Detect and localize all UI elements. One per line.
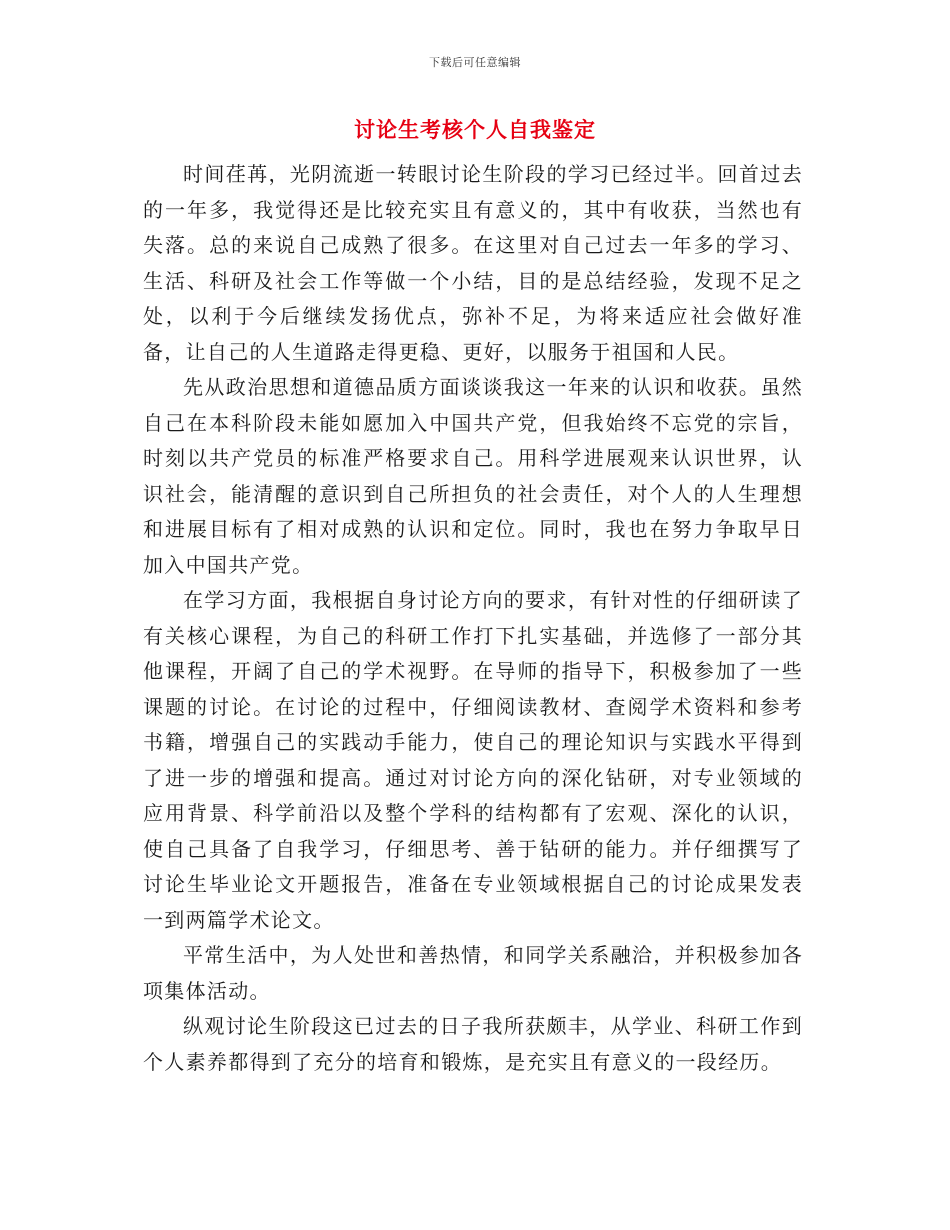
paragraph-conclusion: 纵观讨论生阶段这已过去的日子我所获颇丰，从学业、科研工作到个人素养都得到了充分的培育和锻炼，是充实且有意义的一段经历。 — [143, 1014, 803, 1074]
paragraph-life: 平常生活中，为人处世和善热情，和同学关系融洽，并积极参加各项集体活动。 — [143, 943, 803, 1003]
paragraph-study: 在学习方面，我根据自身讨论方向的要求，有针对性的仔细研读了有关核心课程，为自己的科研工作打下扎实基础，并选修了一部分其他课程，开阔了自己的学术视野。在导师的指导下，积极参加了一些课题的讨论。在讨论的过程中，仔细阅读教材、查阅学术资料和参考书籍，增强自己的实践动手能力，使自己的理论知识与实践水平得到了进一步的增强和提高。通过对讨论方向的深化钻研，对专业领域的应用背景、科学前沿以及整个学科的结构都有了宏观、深化的认识，使自己具备了自我学习，仔细思考、善于钻研的能力。并仔细撰写了讨论生毕业论文开题报告，准备在专业领域根据自己的讨论成果发表一到两篇学术论文。 — [143, 588, 803, 932]
document-title: 讨论生考核个人自我鉴定 — [354, 117, 596, 142]
paragraph-politics: 先从政治思想和道德品质方面谈谈我这一年来的认识和收获。虽然自己在本科阶段未能如愿加入中国共产党，但我始终不忘党的宗旨，时刻以共产党员的标准严格要求自己。用科学进展观来认识世界，认识社会，能清醒的意识到自己所担负的社会责任，对个人的人生理想和进展目标有了相对成熟的认识和定位。同时，我也在努力争取早日加入中国共产党。 — [143, 375, 803, 577]
document-body — [143, 157, 803, 1080]
paragraph-intro: 时间荏苒，光阴流逝一转眼讨论生阶段的学习已经过半。回首过去的一年多，我觉得还是比较充实且有意义的，其中有收获，当然也有失落。总的来说自己成熟了很多。在这里对自己过去一年多的学习、生活、科研及社会工作等做一个小结，目的是总结经验，发现不足之处，以利于今后继续发扬优点，弥补不足，为将来适应社会做好准备，让自己的人生道路走得更稳、更好，以服务于祖国和人民。 — [143, 162, 803, 364]
page-header-note: 下载后可任意编辑 — [429, 56, 521, 69]
